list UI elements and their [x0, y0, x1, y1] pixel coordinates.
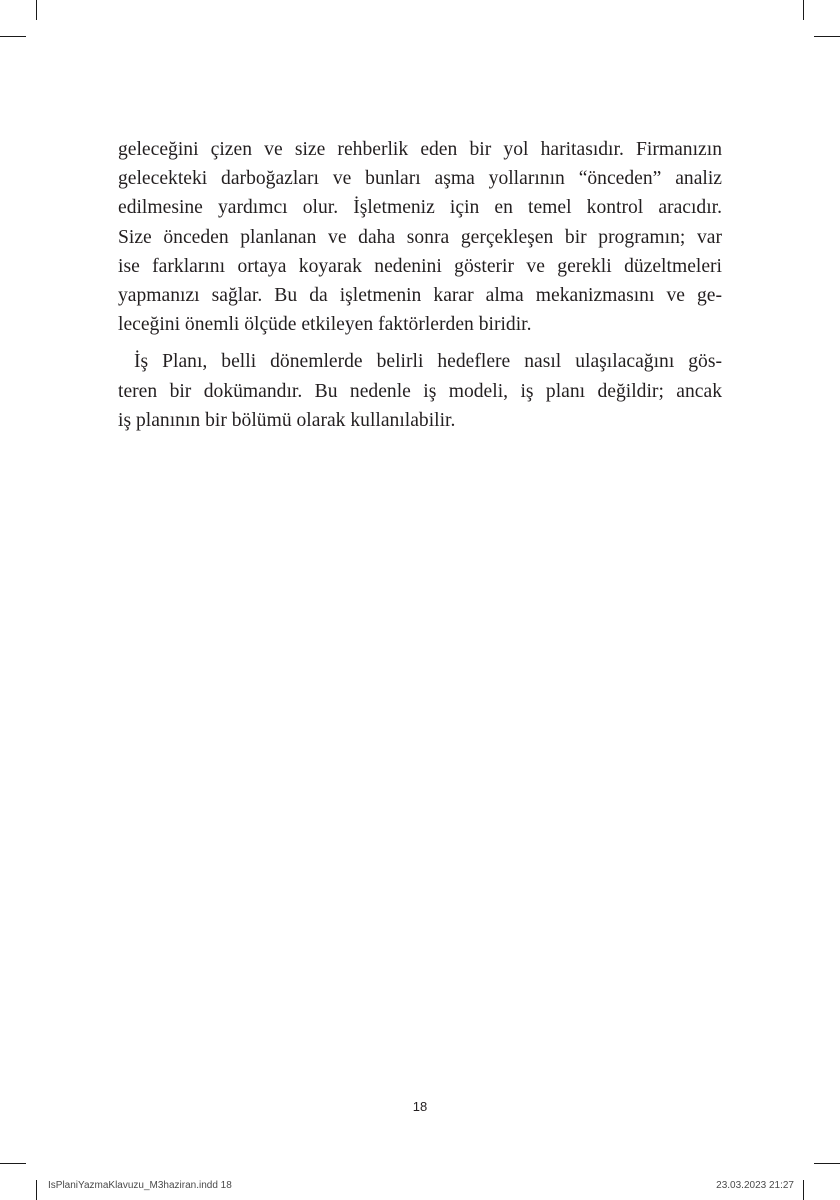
text-line: teren bir dokümandır. Bu nedenle iş modeli, iş planı değildir; ancak	[118, 380, 722, 402]
crop-mark-bottom-right-vertical	[803, 1180, 804, 1200]
crop-mark-bottom-left-horizontal	[0, 1163, 26, 1164]
paragraph-1	[118, 135, 722, 339]
crop-mark-top-left-vertical	[36, 0, 37, 20]
slug-file-info: IsPlaniYazmaKlavuzu_M3haziran.indd 18	[48, 1180, 232, 1191]
text-line: edilmesine yardımcı olur. İşletmeniz için en temel kontrol aracıdır.	[118, 197, 722, 219]
page-number: 18	[412, 1099, 428, 1114]
body-text	[118, 135, 722, 435]
text-line: leceğini önemli ölçüde etkileyen faktörlerden biridir.	[118, 314, 532, 336]
crop-mark-bottom-right-horizontal	[814, 1163, 840, 1164]
text-line: ise farklarını ortaya koyarak nedenini gösterir ve gerekli düzeltmeleri	[118, 255, 722, 277]
text-line: iş planının bir bölümü olarak kullanılabilir.	[118, 409, 456, 431]
crop-mark-bottom-left-vertical	[36, 1180, 37, 1200]
slug-datetime: 23.03.2023 21:27	[716, 1180, 794, 1191]
crop-mark-top-right-vertical	[803, 0, 804, 20]
crop-mark-top-right-horizontal	[814, 36, 840, 37]
text-line: gelecekteki darboğazları ve bunları aşma yollarının “önceden” analiz	[118, 168, 722, 190]
crop-mark-top-left-horizontal	[0, 36, 26, 37]
text-line: İş Planı, belli dönemlerde belirli hedeflere nasıl ulaşılacağını gös-	[134, 351, 722, 373]
paragraph-2	[118, 347, 722, 435]
text-line: geleceğini çizen ve size rehberlik eden bir yol haritasıdır. Firmanızın	[118, 139, 722, 160]
text-line: Size önceden planlanan ve daha sonra gerçekleşen bir programın; var	[118, 226, 722, 248]
text-line: yapmanızı sağlar. Bu da işletmenin karar alma mekanizmasını ve ge-	[118, 285, 722, 307]
